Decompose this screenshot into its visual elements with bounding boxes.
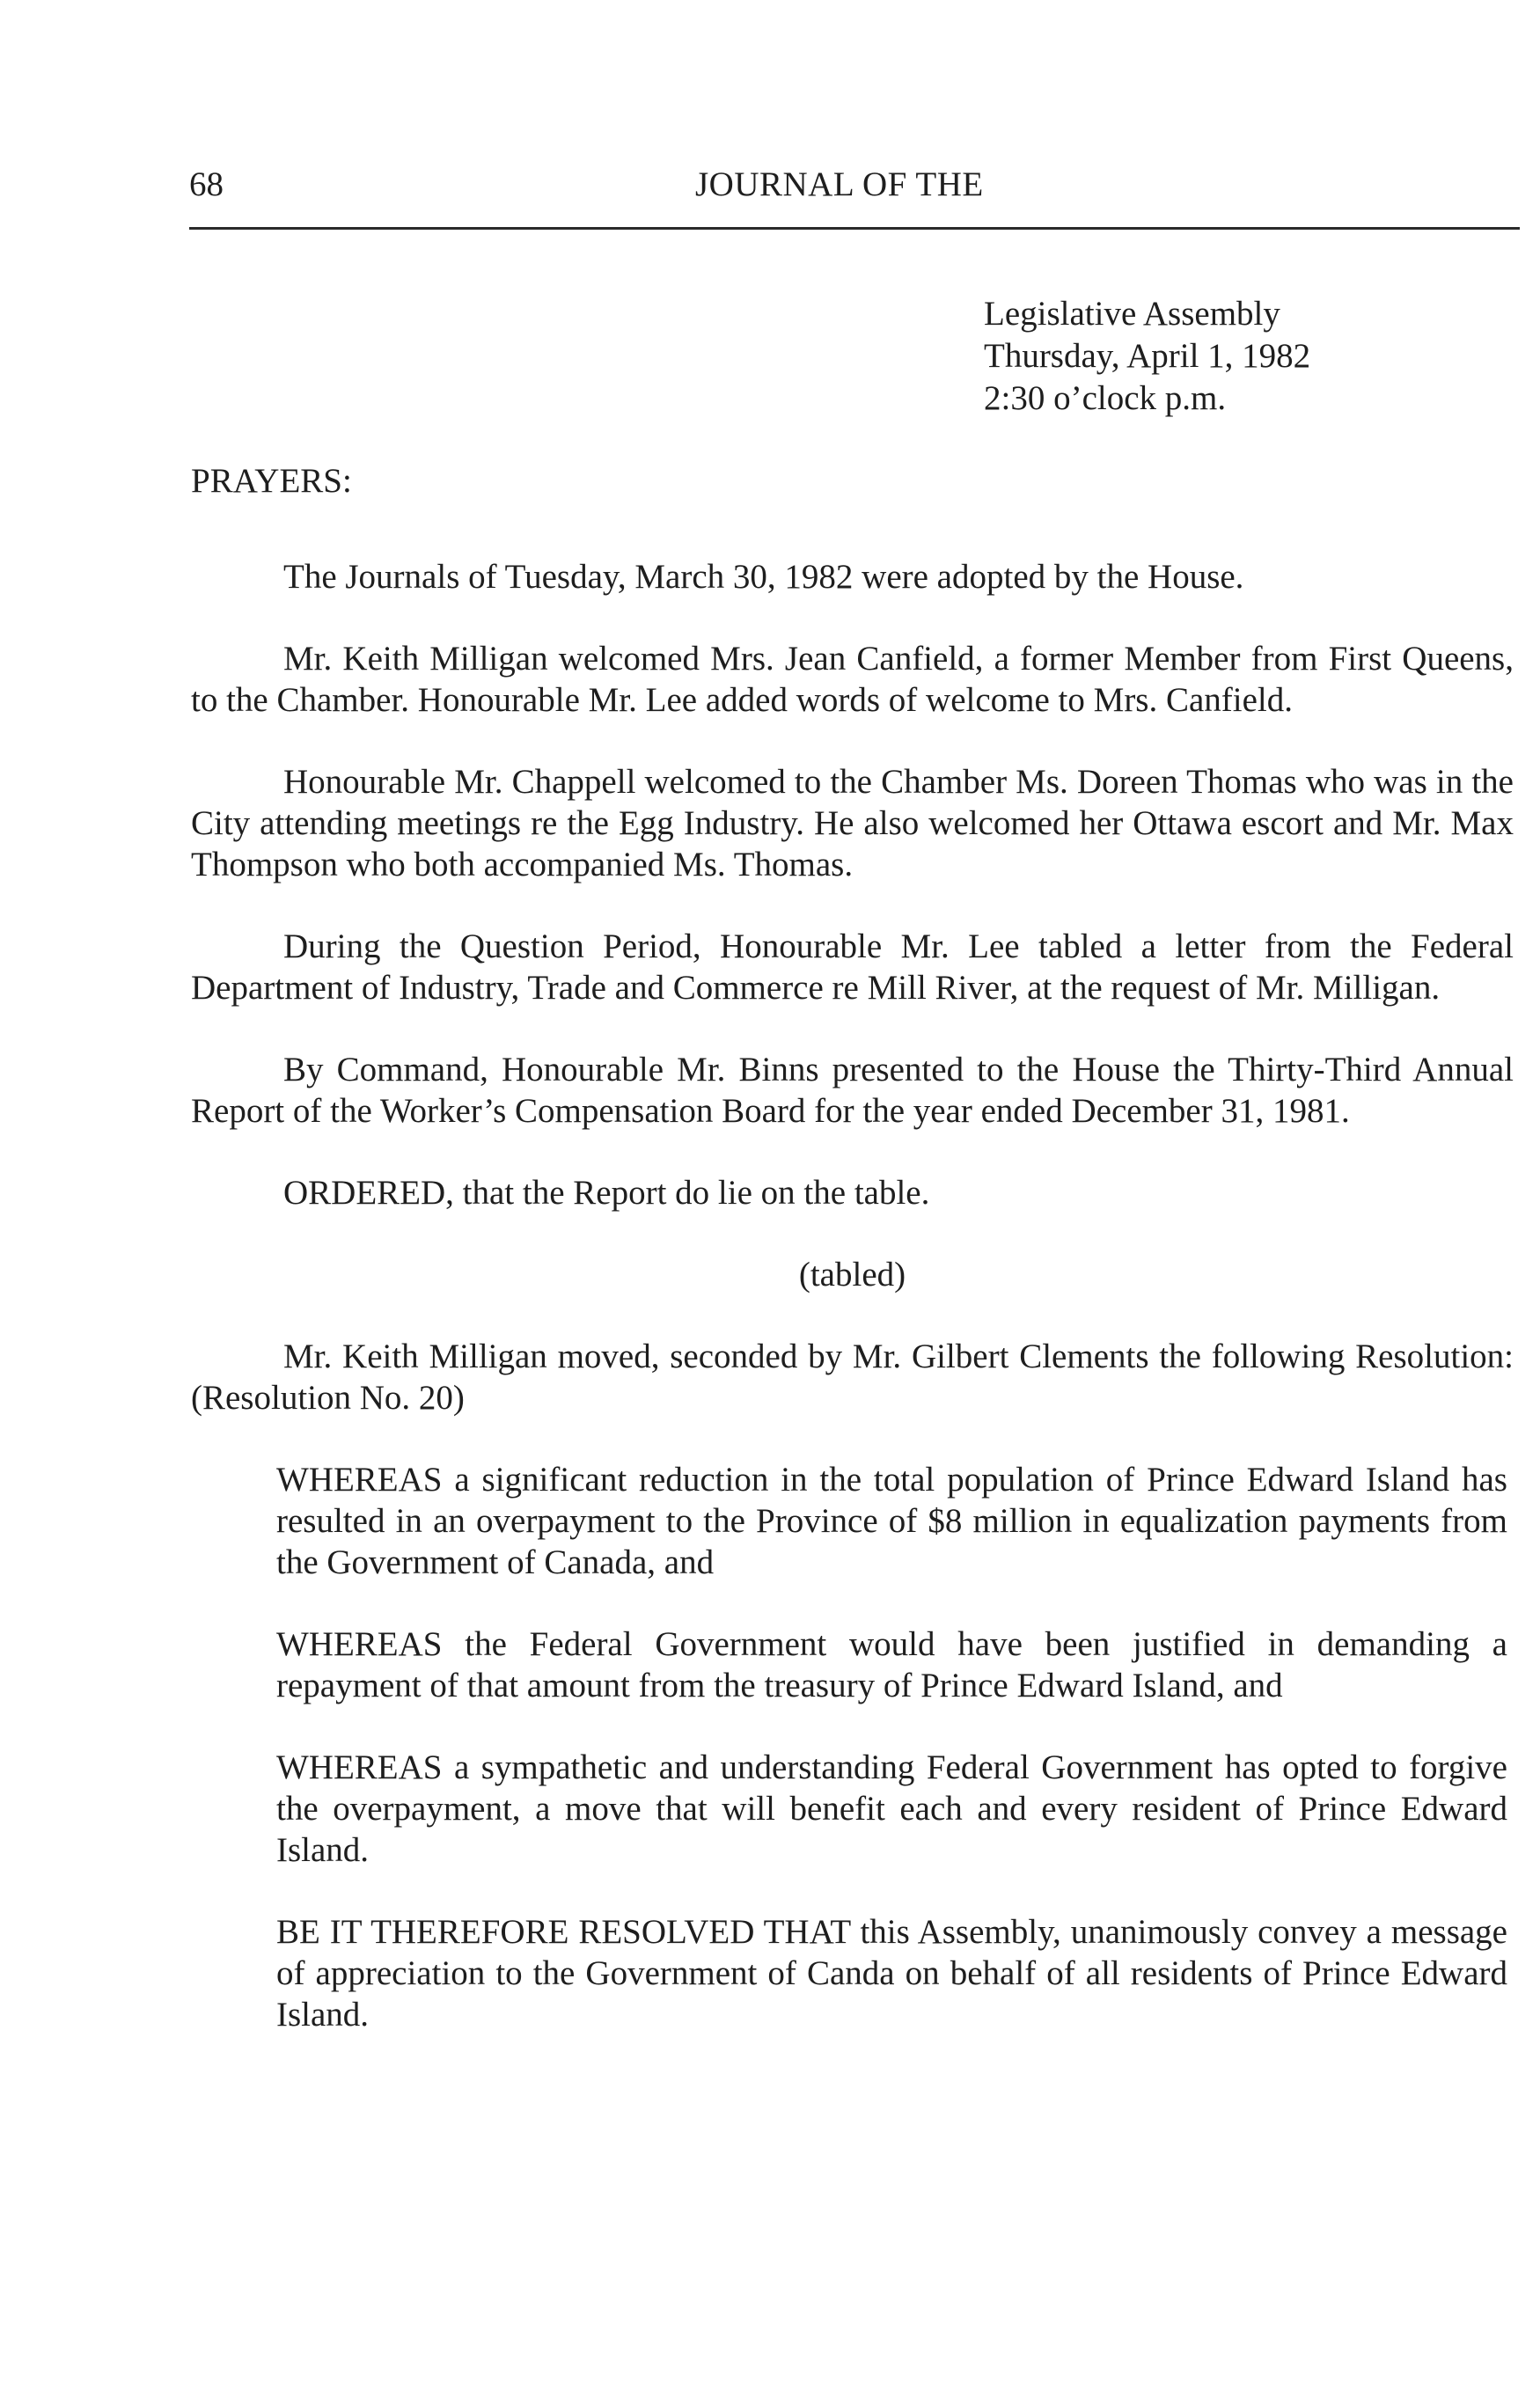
paragraph-ordered: ORDERED, that the Report do lie on the table. xyxy=(283,1174,930,1212)
journal-body xyxy=(191,460,1514,2035)
sitting-info xyxy=(984,293,1310,420)
prayers-heading: PRAYERS: xyxy=(191,462,352,500)
resolution-whereas-1: WHEREAS a significant reduction in the total population of Prince Edward Island has resulted in an overpayment to the Province of $8 million in equalization payments from the Government of Canada, and xyxy=(276,1461,1507,1581)
paragraph-welcome-canfield: Mr. Keith Milligan welcomed Mrs. Jean Canfield, a former Member from First Queens, to the Chamber. Honourable Mr. Lee added words of welcome to Mrs. Canfield. xyxy=(191,640,1514,719)
paragraph-welcome-thomas: Honourable Mr. Chappell welcomed to the Chamber Ms. Doreen Thomas who was in the City attending meetings re the Egg Industry. He also welcomed her Ottawa escort and Mr. Max Thompson who both accompanied Ms. Thomas. xyxy=(191,763,1514,883)
resolution-resolved: BE IT THEREFORE RESOLVED THAT this Assembly, unanimously convey a message of appreciation to the Government of Canda on behalf of all residents of Prince Edward Island. xyxy=(276,1913,1507,2034)
paragraph-question-period: During the Question Period, Honourable Mr. Lee tabled a letter from the Federal Department of Industry, Trade and Commerce re Mill River, at the request of Mr. Milligan. xyxy=(191,927,1514,1007)
tabled-note: (tabled) xyxy=(798,1256,906,1294)
header-rule xyxy=(189,227,1520,230)
resolution-whereas-3: WHEREAS a sympathetic and understanding Federal Government has opted to forgive the overpayment, a move that will benefit each and every resident of Prince Edward Island. xyxy=(276,1748,1507,1869)
resolution-whereas-2: WHEREAS the Federal Government would have been justified in demanding a repayment of that amount from the treasury of Prince Edward Island, and xyxy=(276,1625,1507,1704)
paragraph-journals-adopted: The Journals of Tuesday, March 30, 1982 were adopted by the House. xyxy=(283,558,1244,596)
sitting-assembly: Legislative Assembly xyxy=(984,295,1280,333)
running-title: JOURNAL OF THE xyxy=(695,165,984,203)
sitting-date: Thursday, April 1, 1982 xyxy=(984,337,1311,375)
paragraph-motion: Mr. Keith Milligan moved, seconded by Mr. Gilbert Clements the following Resolution: (Resolution No. 20) xyxy=(191,1338,1514,1417)
page-header xyxy=(189,158,1518,211)
paragraph-annual-report: By Command, Honourable Mr. Binns presented to the House the Thirty-Third Annual Report of the Worker’s Compensation Board for the year ended December 31, 1981. xyxy=(191,1051,1514,1130)
sitting-time: 2:30 o’clock p.m. xyxy=(984,379,1227,417)
page-number: 68 xyxy=(189,165,224,203)
